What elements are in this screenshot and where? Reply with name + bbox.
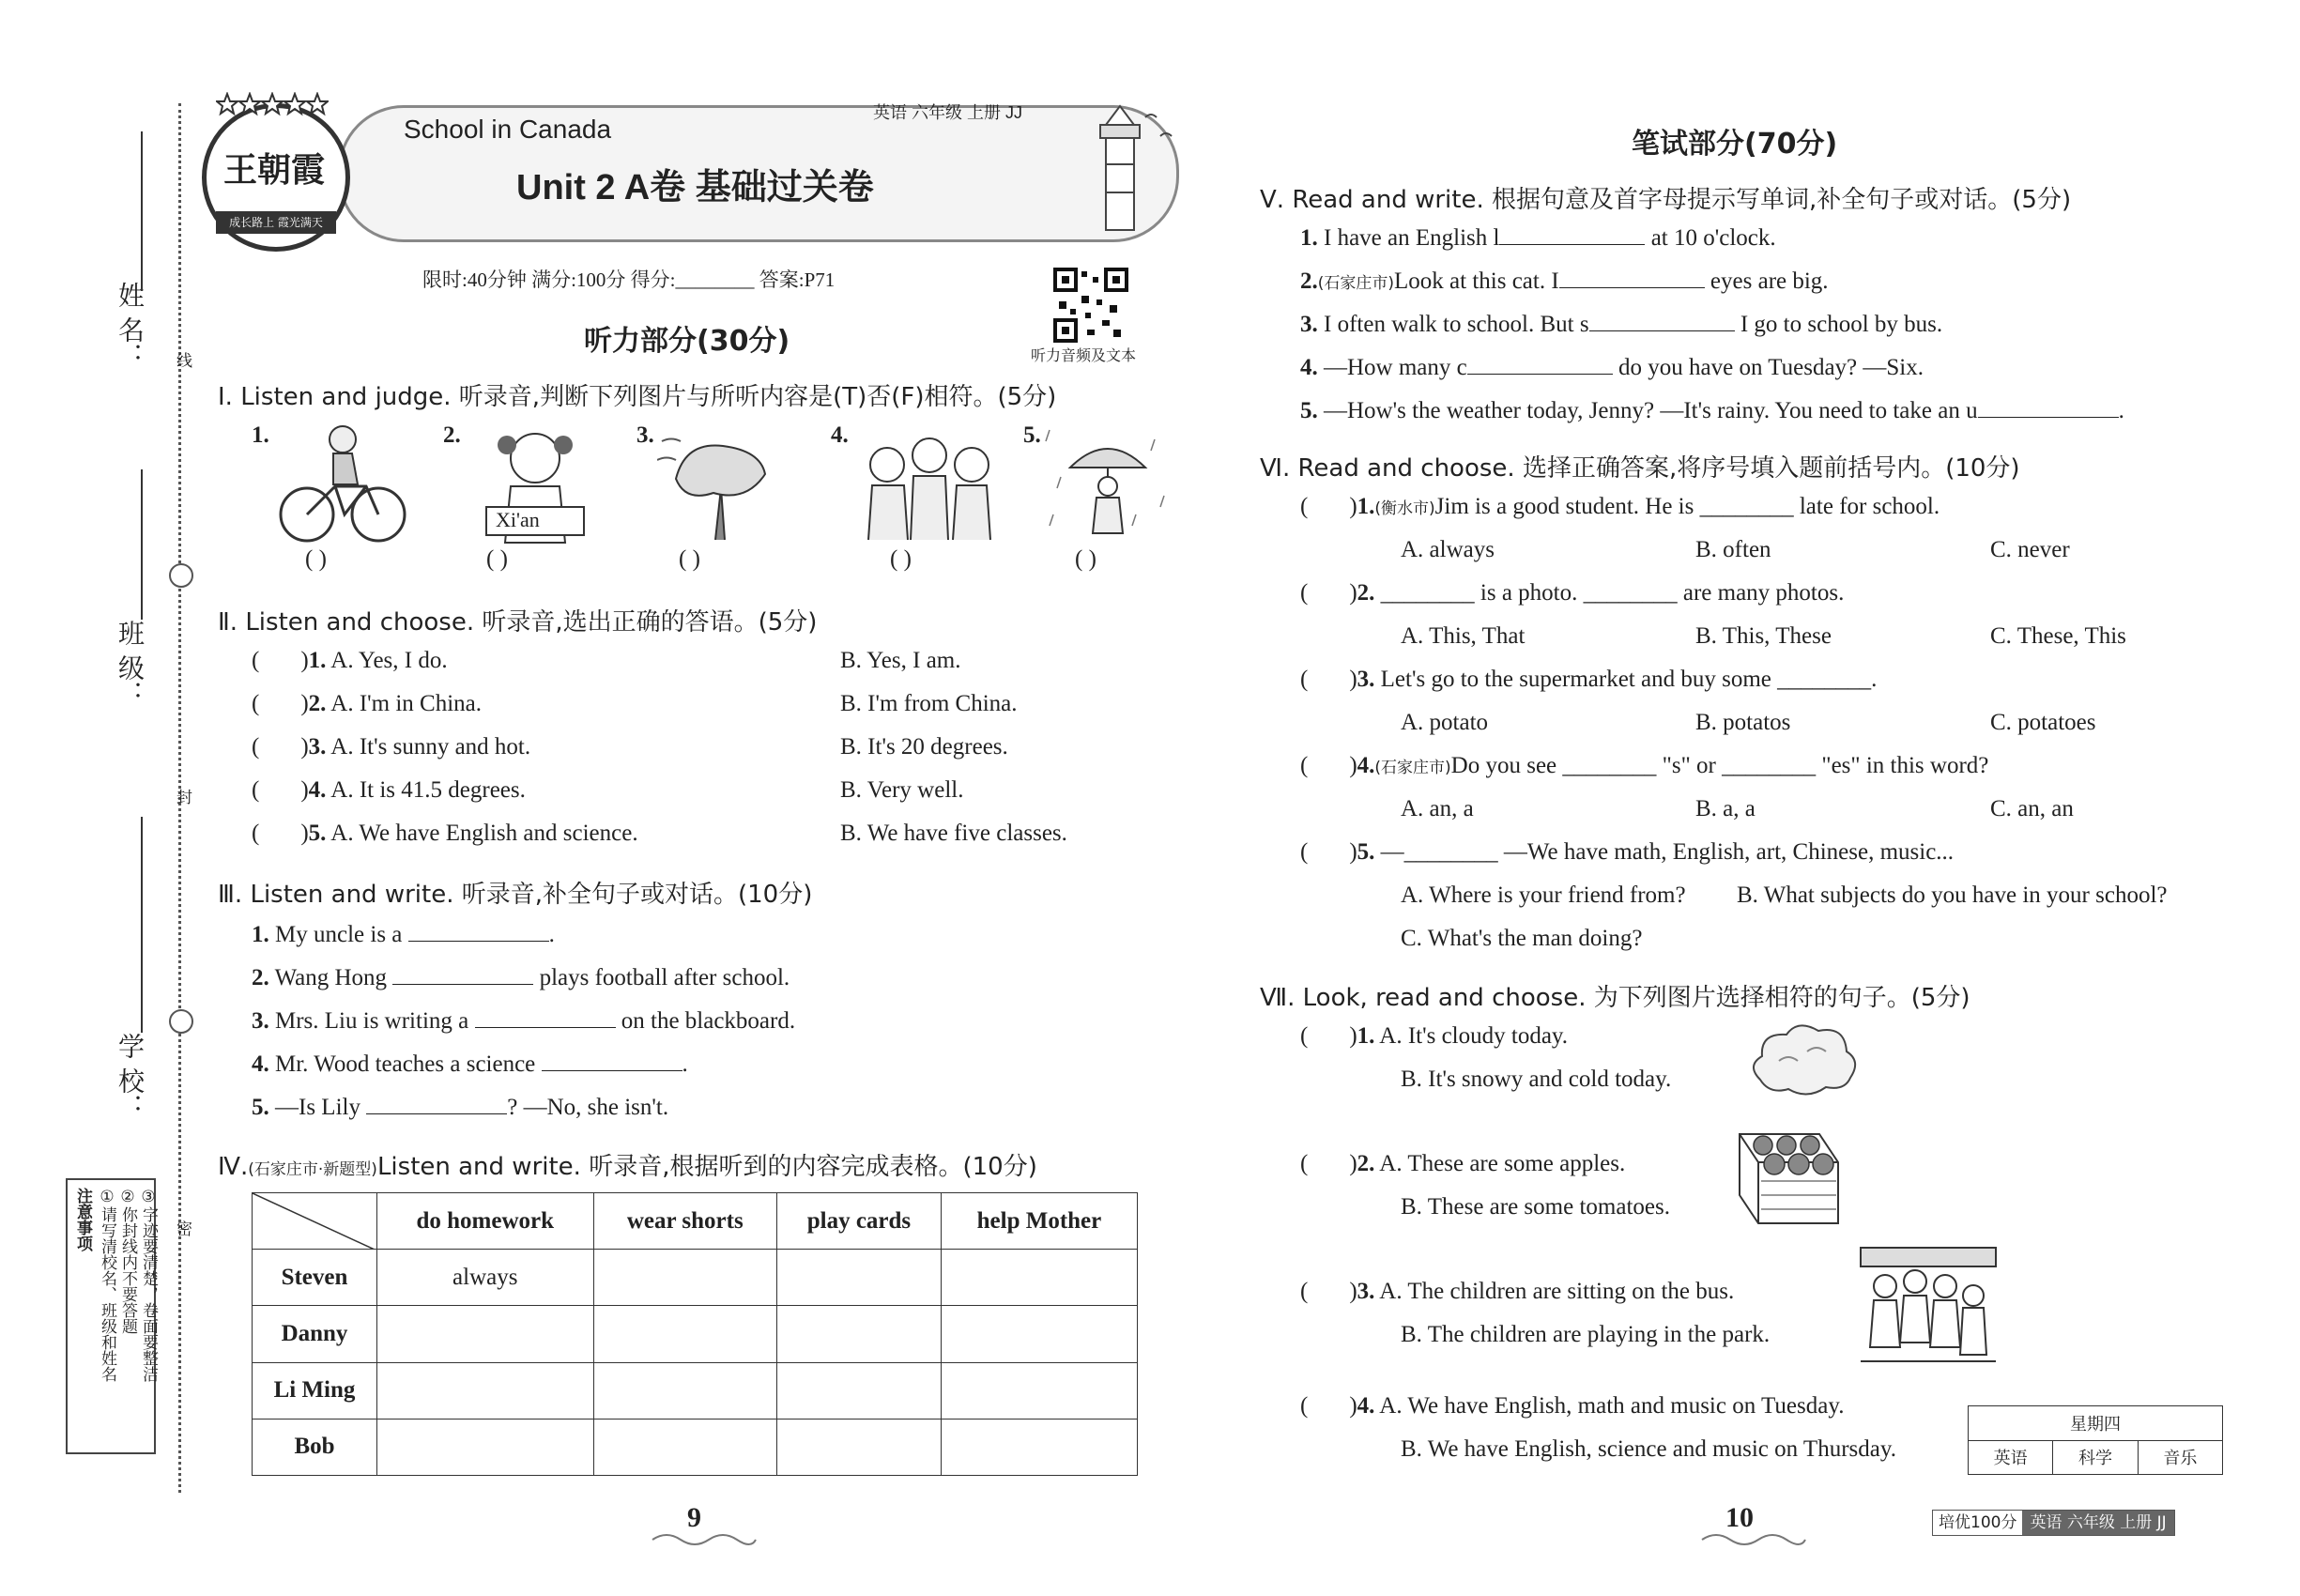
q6-option: C. never [1990, 537, 2070, 562]
q6-option: B. potatos [1695, 710, 1791, 735]
q6-item: ( )2. ________ is a photo. ________ are many photos. [1300, 580, 1845, 606]
q6-option: A. an, a [1401, 796, 1474, 821]
q7-option-b: B. These are some tomatoes. [1401, 1194, 1670, 1220]
page-title: Unit 2 A卷 基础过关卷 [516, 168, 874, 207]
notice-title: 注意事项 [73, 1188, 92, 1251]
family-group-image [859, 427, 1000, 545]
q3-item: 3. Mrs. Liu is writing a on the blackboard. [252, 1008, 796, 1034]
q6-option: B. a, a [1695, 796, 1756, 821]
answer-blank[interactable] [366, 1093, 507, 1114]
table-cell[interactable] [777, 1362, 942, 1419]
notice-box [66, 1178, 156, 1454]
q4-table [252, 1192, 1138, 1476]
answer-blank[interactable] [1499, 223, 1645, 245]
q7-option-b: B. We have English, science and music on Thursday. [1401, 1436, 1896, 1462]
q3-item: 1. My uncle is a . [252, 922, 555, 947]
page-number-left: 9 [687, 1502, 701, 1533]
q6-option: B. What subjects do you have in your school? [1737, 882, 2168, 908]
answer-paren[interactable]: ( ) [1075, 546, 1096, 572]
q4-heading: Ⅳ.(石家庄市·新题型)Listen and write. 听录音,根据听到的内容完成表格。(10分) [218, 1153, 1037, 1181]
q1-num: 1. [252, 422, 269, 448]
written-title: 笔试部分(70分) [1632, 128, 1838, 161]
notice-item: ②你封线内不要答题 [118, 1188, 137, 1334]
q1-num: 2. [443, 422, 461, 448]
table-cell[interactable] [377, 1362, 594, 1419]
brand-name: 王朝霞 [223, 150, 326, 190]
q2-option-b: B. Yes, I am. [840, 648, 961, 673]
q6-option: C. These, This [1990, 623, 2126, 649]
answer-blank[interactable] [392, 963, 533, 985]
class-label: 班 级： [115, 620, 146, 707]
lighthouse-icon [1078, 99, 1181, 239]
q5-item: 5. —How's the weather today, Jenny? —It's rainy. You need to take an u . [1300, 398, 2124, 423]
mark-feng: 封 [173, 789, 192, 805]
school-label: 学 校： [115, 1033, 146, 1120]
q1-heading: Ⅰ. Listen and judge. 听录音,判断下列图片与所听内容是(T)否(F)相符。(5分) [218, 383, 1057, 411]
table-cell[interactable] [777, 1419, 942, 1475]
answer-blank[interactable] [1978, 396, 2119, 418]
q2-option-b: B. I'm from China. [840, 691, 1018, 716]
cloud-image [1741, 1014, 1863, 1103]
q6-option: A. This, That [1401, 623, 1526, 649]
q5-heading: Ⅴ. Read and write. 根据句意及首字母提示写单词,补全句子或对话。(5分) [1260, 186, 2072, 214]
q2-item: ( )4. A. It is 41.5 degrees. [252, 777, 526, 803]
brand-logo [202, 103, 350, 252]
answer-blank[interactable] [1589, 310, 1735, 331]
series-badge [1932, 1510, 2175, 1536]
q1-num: 3. [636, 422, 654, 448]
answer-blank[interactable] [1559, 267, 1705, 288]
windy-tree-image [657, 422, 779, 545]
book-info: 英语 六年级 上册 JJ [873, 103, 1023, 122]
table-header: do homework [377, 1193, 594, 1250]
q7-item: ( )1. A. It's cloudy today. [1300, 1023, 1569, 1049]
table-cell[interactable] [593, 1419, 777, 1475]
page-wave-icon [1697, 1528, 1810, 1551]
tomato-box-image [1735, 1125, 1843, 1233]
answer-blank[interactable] [408, 920, 549, 942]
q3-item: 4. Mr. Wood teaches a science . [252, 1051, 688, 1077]
q6-item: ( )5. —________ —We have math, English, art, Chinese, music... [1300, 839, 1955, 865]
binding-hole [169, 1009, 193, 1034]
notice-item: ①请写清校名、班级和姓名 [98, 1188, 116, 1382]
school-field-line[interactable] [141, 817, 143, 1033]
stars-icon [216, 92, 329, 116]
timetable [1968, 1405, 2223, 1475]
q6-option: C. potatoes [1990, 710, 2096, 735]
q6-item: ( )3. Let's go to the supermarket and buy some ________. [1300, 667, 1878, 692]
timetable-subject: 科学 [2053, 1440, 2138, 1475]
q7-option-b: B. It's snowy and cold today. [1401, 1067, 1672, 1092]
table-cell[interactable] [377, 1306, 594, 1362]
q2-item: ( )3. A. It's sunny and hot. [252, 734, 531, 760]
q1-num: 4. [831, 422, 849, 448]
q5-item: 2.(石家庄市)Look at this cat. I eyes are big. [1300, 269, 1829, 294]
girl-bicycle-image [277, 421, 408, 547]
timetable-subject: 英语 [1969, 1440, 2053, 1475]
q6-option: A. always [1401, 537, 1495, 562]
binding-hole [169, 563, 193, 588]
table-cell: always [377, 1250, 594, 1306]
q2-heading: Ⅱ. Listen and choose. 听录音,选出正确的答语。(5分) [218, 608, 818, 637]
q3-item: 2. Wang Hong plays football after school. [252, 965, 790, 990]
q6-option: A. Where is your friend from? [1401, 882, 1686, 908]
table-cell[interactable] [593, 1362, 777, 1419]
table-cell[interactable] [941, 1362, 1137, 1419]
row-label: Li Ming [253, 1362, 377, 1419]
timetable-day: 星期四 [1969, 1406, 2223, 1441]
q7-heading: Ⅶ. Look, read and choose. 为下列图片选择相符的句子。(5分) [1260, 984, 1970, 1012]
notice-item: ③字迹要清楚，卷面要整洁 [139, 1188, 158, 1382]
q3-heading: Ⅲ. Listen and write. 听录音,补全句子或对话。(10分) [218, 881, 813, 909]
q1-num: 5. [1023, 422, 1041, 448]
table-header: help Mother [941, 1193, 1137, 1250]
q2-option-b: B. We have five classes. [840, 821, 1067, 846]
table-cell[interactable] [377, 1419, 594, 1475]
q2-option-b: B. It's 20 degrees. [840, 734, 1008, 760]
table-cell[interactable] [593, 1250, 777, 1306]
q6-item: ( )4.(石家庄市)Do you see ________ "s" or ________ "es" in this word? [1300, 753, 1989, 778]
listening-title: 听力部分(30分) [584, 325, 790, 358]
badge-book: 英语 六年级 上册 JJ [2022, 1511, 2173, 1535]
table-cell[interactable] [777, 1250, 942, 1306]
table-cell[interactable] [941, 1306, 1137, 1362]
q7-item: ( )2. A. These are some apples. [1300, 1151, 1626, 1176]
q2-item: ( )2. A. I'm in China. [252, 691, 483, 716]
row-label: Steven [253, 1250, 377, 1306]
row-label: Bob [253, 1419, 377, 1475]
q3-item: 5. —Is Lily ? —No, she isn't. [252, 1095, 669, 1120]
answer-blank[interactable] [475, 1006, 616, 1028]
answer-paren[interactable]: ( ) [890, 546, 912, 572]
page-wave-icon [648, 1528, 760, 1551]
answer-paren[interactable]: ( ) [679, 546, 700, 572]
row-label: Danny [253, 1306, 377, 1362]
q6-option: C. What's the man doing? [1401, 926, 1643, 951]
name-label: 姓 名： [115, 282, 146, 369]
table-row [253, 1419, 1138, 1475]
table-header: play cards [777, 1193, 942, 1250]
answer-blank[interactable] [542, 1050, 682, 1071]
rainy-girl-umbrella-image [1042, 421, 1173, 547]
table-corner-cell [253, 1193, 377, 1250]
q2-item: ( )1. A. Yes, I do. [252, 648, 448, 673]
q6-option: B. This, These [1695, 623, 1832, 649]
answer-paren[interactable]: ( ) [305, 546, 327, 572]
q6-option: B. often [1695, 537, 1771, 562]
children-bus-image [1857, 1244, 2000, 1371]
q6-item: ( )1.(衡水市)Jim is a good student. He is ________ late for school. [1300, 494, 1940, 519]
answer-blank[interactable] [1467, 353, 1613, 375]
badge-series: 培优100分 [1939, 1513, 2017, 1532]
qr-caption: 听力音频及文本 [1031, 346, 1137, 364]
q2-item: ( )5. A. We have English and science. [252, 821, 638, 846]
name-field-line[interactable] [141, 131, 143, 291]
mark-xian: 线 [173, 352, 192, 368]
q5-item: 3. I often walk to school. But s I go to school by bus. [1300, 312, 1943, 337]
q5-item: 1. I have an English l at 10 o'clock. [1300, 225, 1776, 251]
q6-option: A. potato [1401, 710, 1489, 735]
q2-option-b: B. Very well. [840, 777, 964, 803]
brand-slogan: 成长路上 霞光满天 [216, 211, 336, 234]
table-cell[interactable] [593, 1306, 777, 1362]
unit-subtitle: School in Canada [404, 115, 612, 144]
q6-option: C. an, an [1990, 796, 2074, 821]
q7-item: ( )4. A. We have English, math and music on Tuesday. [1300, 1393, 1845, 1419]
q6-heading: Ⅵ. Read and choose. 选择正确答案,将序号填入题前括号内。(10分) [1260, 454, 2020, 483]
exam-meta: 限时:40分钟 满分:100分 得分:________ 答案:P71 [422, 269, 836, 291]
answer-paren[interactable]: ( ) [486, 546, 508, 572]
xian-sign-text: Xi'an [496, 508, 540, 531]
qr-code-icon[interactable] [1053, 268, 1128, 343]
q7-option-b: B. The children are playing in the park. [1401, 1322, 1771, 1347]
table-row [253, 1362, 1138, 1419]
q5-item: 4. —How many c do you have on Tuesday? —Six. [1300, 355, 1924, 380]
table-header: wear shorts [593, 1193, 777, 1250]
class-field-line[interactable] [141, 469, 143, 620]
timetable-subject: 音乐 [2138, 1440, 2222, 1475]
table-cell[interactable] [941, 1250, 1137, 1306]
page-number-right: 10 [1725, 1502, 1754, 1533]
q7-item: ( )3. A. The children are sitting on the bus. [1300, 1279, 1735, 1304]
mark-mi: 密 [173, 1220, 192, 1236]
table-row [253, 1306, 1138, 1362]
table-cell[interactable] [777, 1306, 942, 1362]
table-cell[interactable] [941, 1419, 1137, 1475]
table-row [253, 1250, 1138, 1306]
